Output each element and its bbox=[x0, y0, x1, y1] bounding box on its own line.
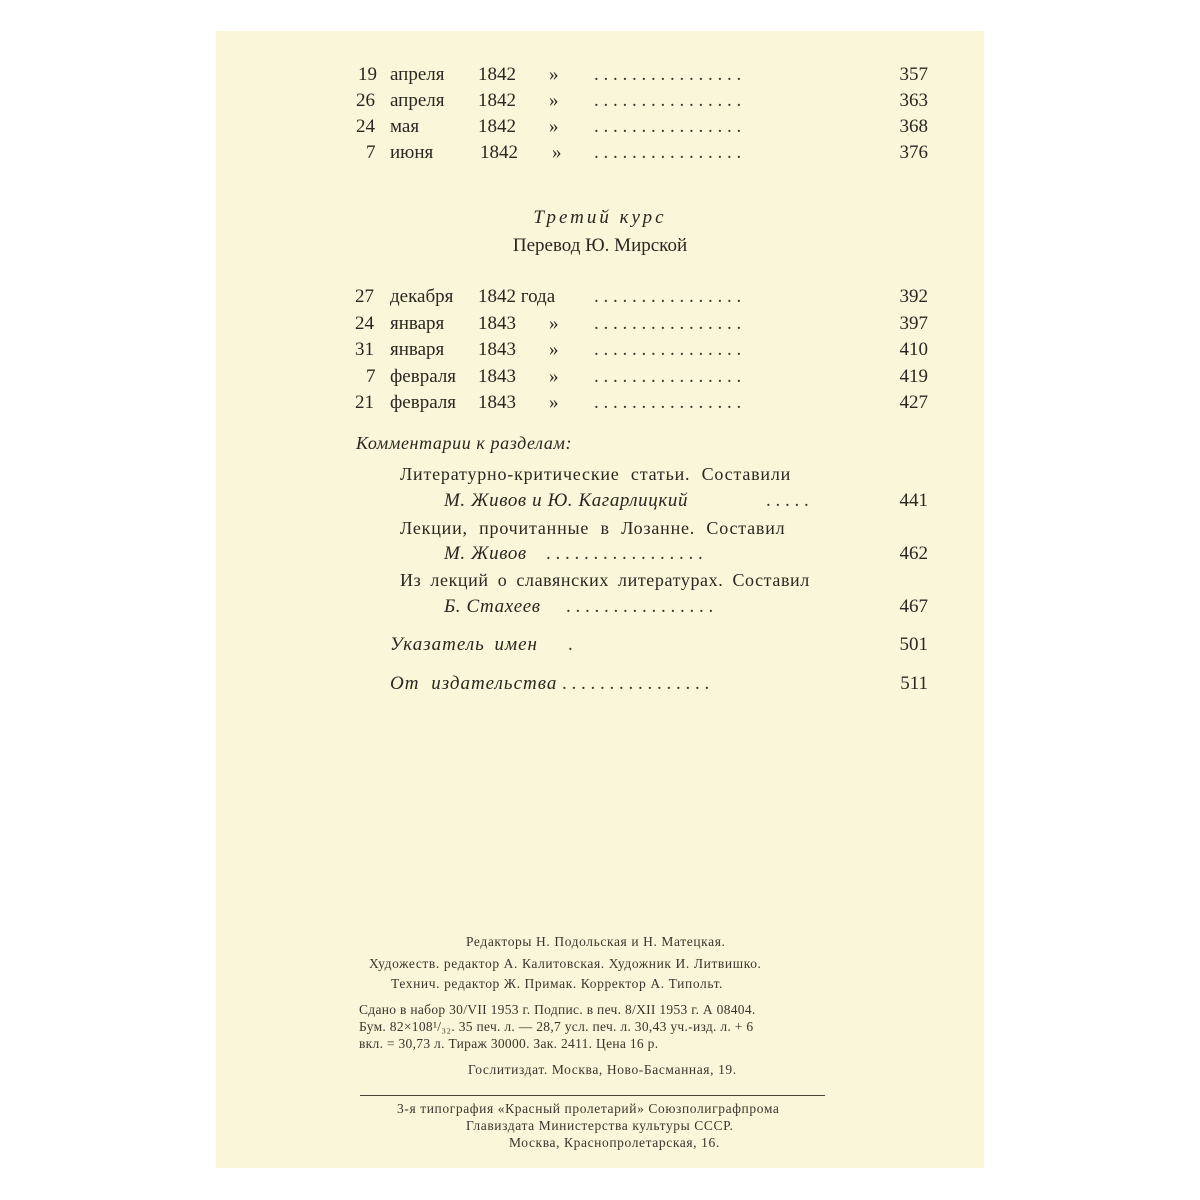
comment-title: Литературно-критические статьи. Составили bbox=[400, 464, 792, 484]
comment-entry bbox=[216, 594, 984, 620]
toc-entry bbox=[216, 311, 984, 337]
toc-entry bbox=[216, 88, 984, 114]
entry-year: 1843 bbox=[478, 339, 516, 360]
entry-day: 24 bbox=[356, 116, 375, 137]
leader-dots: . . . . . . . . . . . . . . . . bbox=[594, 339, 742, 360]
ditto-mark: » bbox=[549, 366, 559, 387]
imprint-editors: Редакторы Н. Подольская и Н. Матецкая. bbox=[466, 934, 726, 949]
imprint-print-line: вкл. = 30,73 л. Тираж 30000. Зак. 2411. Цена 16 р. bbox=[359, 1036, 659, 1051]
leader-dots: . . . . . bbox=[766, 490, 809, 511]
entry-year: 1842 года bbox=[478, 286, 556, 307]
comment-authors: М. Живов bbox=[444, 543, 527, 564]
imprint-printer: Москва, Краснопролетарская, 16. bbox=[509, 1135, 720, 1150]
entry-year: 1843 bbox=[478, 313, 516, 334]
book-page bbox=[216, 31, 984, 1168]
page-number: 397 bbox=[899, 313, 928, 334]
index-entry bbox=[216, 632, 984, 658]
page-number: 441 bbox=[899, 490, 928, 511]
page-number: 427 bbox=[899, 392, 928, 413]
imprint-art-editor: Художеств. редактор А. Калитовская. Художник И. Литвишко. bbox=[369, 956, 762, 971]
entry-month: января bbox=[390, 339, 445, 360]
entry-month: мая bbox=[390, 116, 420, 137]
leader-dots: . . . . . . . . . . . . . . . . bbox=[594, 142, 742, 163]
entry-day: 7 bbox=[366, 366, 376, 387]
comment-authors: Б. Стахеев bbox=[444, 596, 541, 617]
entry-month: декабря bbox=[390, 286, 454, 307]
page-number: 376 bbox=[899, 142, 928, 163]
ditto-mark: » bbox=[549, 90, 559, 111]
ditto-mark: » bbox=[549, 313, 559, 334]
toc-entry bbox=[216, 364, 984, 390]
leader-dots: . . . . . . . . . . . . . . . . bbox=[594, 313, 742, 334]
leader-dots: . bbox=[568, 634, 573, 655]
entry-year: 1843 bbox=[478, 366, 516, 387]
imprint-printer: Главиздата Министерства культуры СССР. bbox=[466, 1118, 734, 1133]
leader-dots: . . . . . . . . . . . . . . . . bbox=[594, 366, 742, 387]
imprint-divider bbox=[360, 1095, 825, 1096]
imprint-print-line: Сдано в набор 30/VII 1953 г. Подпис. в печ. 8/XII 1953 г. А 08404. bbox=[359, 1002, 756, 1017]
leader-dots: . . . . . . . . . . . . . . . . bbox=[594, 116, 742, 137]
comments-heading: Комментарии к разделам: bbox=[356, 433, 573, 453]
entry-month: февраля bbox=[390, 366, 457, 387]
ditto-mark: » bbox=[552, 142, 562, 163]
ditto-mark: » bbox=[549, 64, 559, 85]
entry-day: 27 bbox=[355, 286, 374, 307]
page-number: 368 bbox=[899, 116, 928, 137]
section-title: Третий курс bbox=[533, 207, 667, 228]
toc-entry bbox=[216, 337, 984, 363]
page-number: 462 bbox=[899, 543, 928, 564]
entry-day: 24 bbox=[355, 313, 374, 334]
imprint-printer: 3-я типография «Красный пролетарий» Союзполиграфпрома bbox=[397, 1101, 780, 1116]
entry-day: 19 bbox=[358, 64, 377, 85]
leader-dots: . . . . . . . . . . . . . . . . bbox=[566, 596, 714, 617]
ditto-mark: » bbox=[549, 339, 559, 360]
entry-year: 1842 bbox=[478, 116, 516, 137]
index-label: Указатель имен bbox=[390, 634, 538, 655]
entry-day: 31 bbox=[355, 339, 374, 360]
comment-entry bbox=[216, 488, 984, 514]
comment-title: Из лекций о славянских литературах. Составил bbox=[400, 570, 810, 590]
ditto-mark: » bbox=[549, 392, 559, 413]
toc-entry bbox=[216, 140, 984, 166]
page-number: 419 bbox=[899, 366, 928, 387]
page-number: 357 bbox=[899, 64, 928, 85]
entry-month: июня bbox=[390, 142, 434, 163]
leader-dots: . . . . . . . . . . . . . . . . bbox=[594, 286, 742, 307]
imprint-print-line: Бум. 82×108¹/₃₂. 35 печ. л. — 28,7 усл. печ. л. 30,43 уч.-изд. л. + 6 bbox=[359, 1019, 754, 1034]
comment-entry bbox=[216, 541, 984, 567]
toc-entry bbox=[216, 62, 984, 88]
leader-dots: . . . . . . . . . . . . . . . . bbox=[594, 392, 742, 413]
imprint-publisher: Гослитиздат. Москва, Ново-Басманная, 19. bbox=[468, 1062, 737, 1077]
page-number: 501 bbox=[899, 634, 928, 655]
entry-day: 7 bbox=[366, 142, 376, 163]
leader-dots: . . . . . . . . . . . . . . . . . bbox=[546, 543, 703, 564]
entry-year: 1843 bbox=[478, 392, 516, 413]
toc-entry bbox=[216, 284, 984, 310]
entry-month: апреля bbox=[390, 90, 445, 111]
leader-dots: . . . . . . . . . . . . . . . . bbox=[594, 90, 742, 111]
page-number: 467 bbox=[899, 596, 928, 617]
comment-authors: М. Живов и Ю. Кагарлицкий bbox=[444, 490, 689, 511]
imprint-tech-editor: Технич. редактор Ж. Примак. Корректор А. Типольт. bbox=[391, 976, 724, 991]
page-number: 363 bbox=[899, 90, 928, 111]
page-number: 392 bbox=[899, 286, 928, 307]
page-number: 511 bbox=[900, 673, 928, 694]
toc-entry bbox=[216, 390, 984, 416]
leader-dots: . . . . . . . . . . . . . . . . bbox=[562, 673, 710, 694]
publisher-note-label: От издательства bbox=[390, 673, 558, 694]
entry-year: 1842 bbox=[478, 90, 516, 111]
page-number: 410 bbox=[899, 339, 928, 360]
entry-year: 1842 bbox=[478, 64, 516, 85]
section-translator: Перевод Ю. Мирской bbox=[512, 235, 688, 256]
entry-year: 1842 bbox=[480, 142, 518, 163]
comment-title: Лекции, прочитанные в Лозанне. Составил bbox=[400, 518, 786, 538]
entry-month: января bbox=[390, 313, 445, 334]
entry-day: 26 bbox=[356, 90, 375, 111]
toc-entry bbox=[216, 114, 984, 140]
ditto-mark: » bbox=[549, 116, 559, 137]
leader-dots: . . . . . . . . . . . . . . . . bbox=[594, 64, 742, 85]
entry-month: февраля bbox=[390, 392, 457, 413]
entry-day: 21 bbox=[355, 392, 374, 413]
entry-month: апреля bbox=[390, 64, 445, 85]
publisher-note-entry bbox=[216, 671, 984, 697]
